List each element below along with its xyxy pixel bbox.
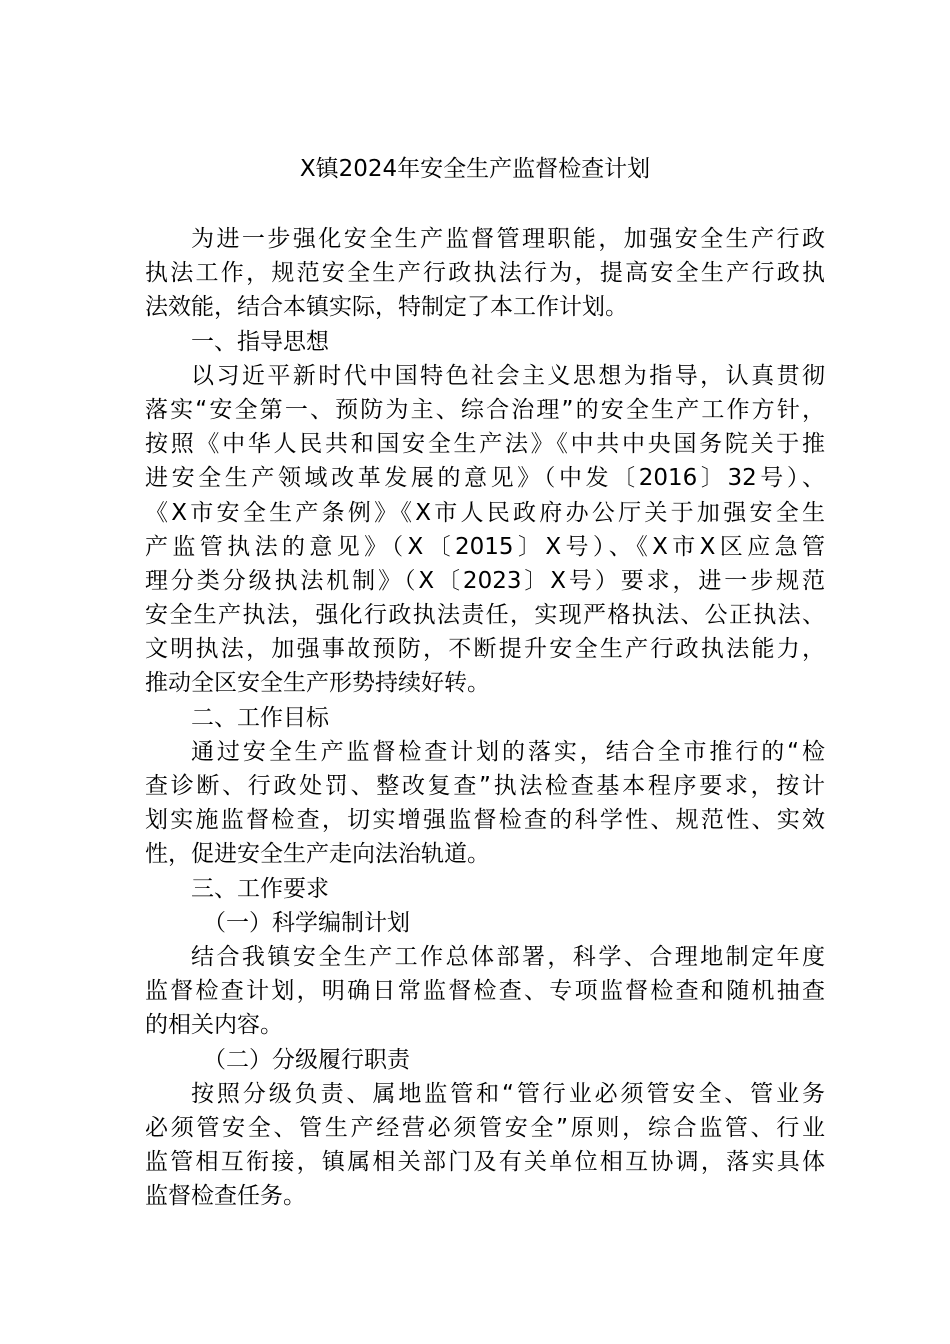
paragraph-line: 安全生产执法，强化行政执法责任，实现严格执法、公正执法、: [145, 602, 825, 629]
paragraph-line: 推动全区安全生产形势持续好转。: [145, 670, 490, 697]
paragraph-line: 进安全生产领域改革发展的意见》（中发〔2016〕32号）、: [145, 465, 825, 492]
paragraph-line: 必须管安全、管生产经营必须管安全”原则，综合监管、行业: [145, 1114, 825, 1141]
paragraph-line: 执法工作，规范安全生产行政执法行为，提高安全生产行政执: [145, 260, 825, 287]
subsection-heading: （二）分级履行职责: [203, 1046, 410, 1073]
paragraph-line: 监督检查任务。: [145, 1183, 306, 1210]
paragraph-line: 查诊断、行政处罚、整改复查”执法检查基本程序要求，按计: [145, 773, 825, 799]
paragraph-line: 理分类分级执法机制》（X〔2023〕X号）要求，进一步规范: [145, 567, 825, 594]
paragraph-line: 产监管执法的意见》（X〔2015〕X号）、《X市X区应急管: [145, 533, 825, 560]
paragraph-line: 的相关内容。: [145, 1012, 283, 1039]
paragraph-line: 性，促进安全生产走向法治轨道。: [145, 841, 490, 868]
paragraph-line: 通过安全生产监督检查计划的落实，结合全市推行的“检: [191, 738, 825, 765]
paragraph-line: 划实施监督检查，切实增强监督检查的科学性、规范性、实效: [145, 807, 825, 834]
section-heading: 三、工作要求: [191, 875, 329, 902]
paragraph-line: 文明执法，加强事故预防，不断提升安全生产行政执法能力，: [145, 636, 825, 663]
section-heading: 二、工作目标: [191, 704, 329, 731]
paragraph-line: 《X市安全生产条例》《X市人民政府办公厅关于加强安全生: [145, 499, 825, 526]
paragraph-line: 按照分级负责、属地监管和“管行业必须管安全、管业务: [191, 1080, 825, 1107]
paragraph-line: 以习近平新时代中国特色社会主义思想为指导，认真贯彻: [191, 362, 825, 389]
paragraph-line: 为进一步强化安全生产监督管理职能，加强安全生产行政: [191, 226, 825, 252]
paragraph-line: 结合我镇安全生产工作总体部署，科学、合理地制定年度: [191, 943, 825, 970]
paragraph-line: 按照《中华人民共和国安全生产法》《中共中央国务院关于推: [145, 431, 825, 458]
subsection-heading: （一）科学编制计划: [203, 909, 410, 936]
paragraph-line: 监督检查计划，明确日常监督检查、专项监督检查和随机抽查: [145, 978, 825, 1005]
paragraph-line: 法效能，结合本镇实际，特制定了本工作计划。: [145, 294, 628, 321]
document-title: X镇2024年安全生产监督检查计划: [299, 156, 651, 182]
section-heading: 一、指导思想: [191, 328, 329, 355]
paragraph-line: 落实“安全第一、预防为主、综合治理”的安全生产工作方针，: [145, 396, 825, 423]
document-body: [145, 222, 825, 1213]
paragraph-line: 监管相互衔接，镇属相关部门及有关单位相互协调，落实具体: [145, 1149, 825, 1176]
